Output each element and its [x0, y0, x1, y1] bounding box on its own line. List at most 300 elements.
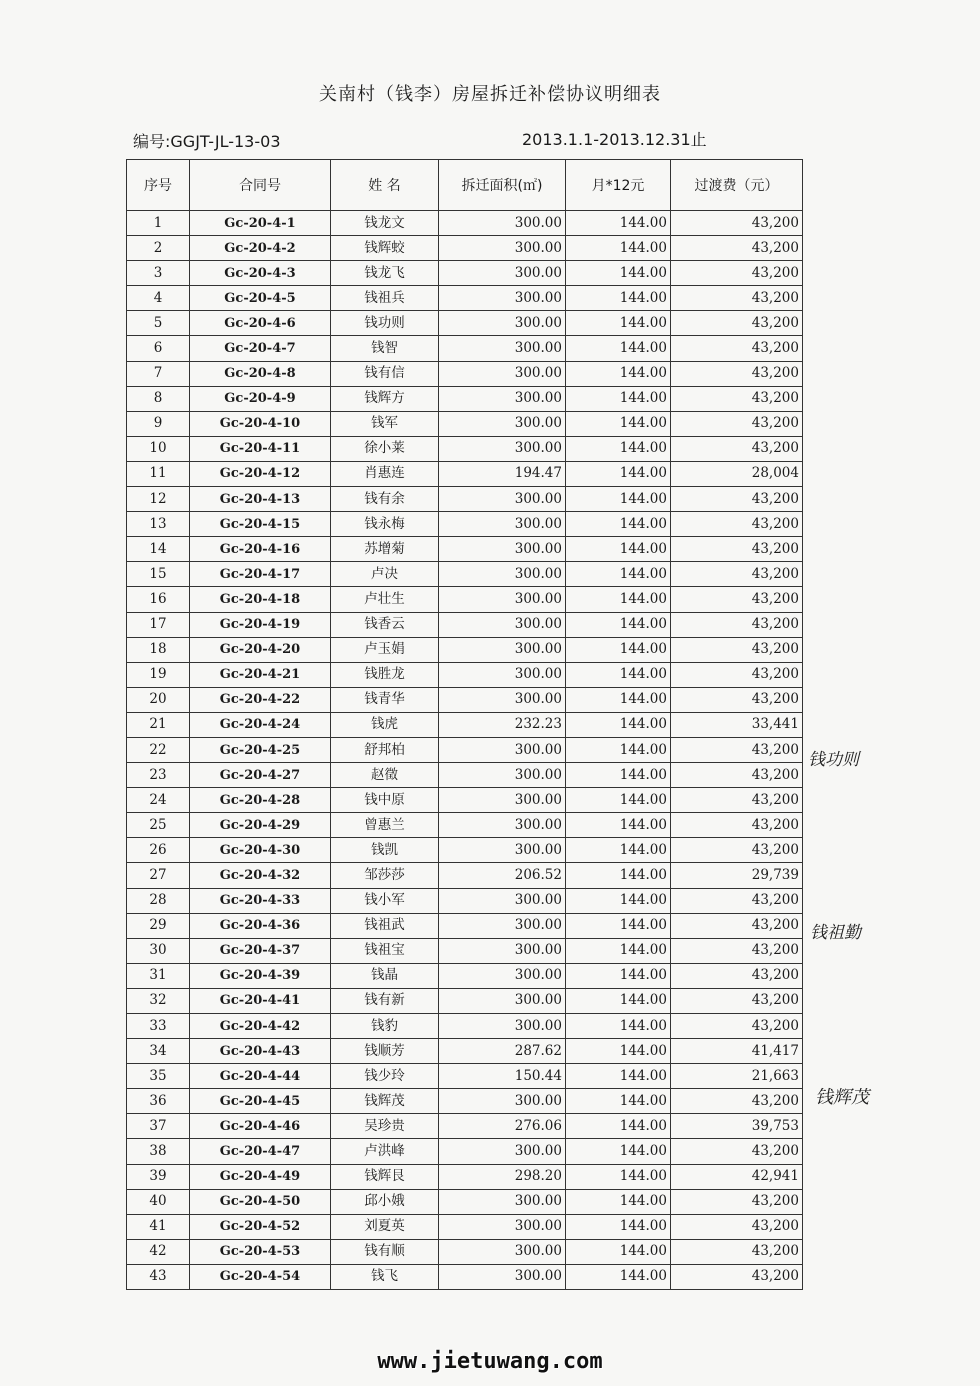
table-row: [127, 286, 803, 311]
cell-monthly: 144.00: [566, 236, 671, 261]
cell-area: 300.00: [439, 838, 566, 863]
cell-area: 194.47: [439, 461, 566, 486]
cell-area: 300.00: [439, 938, 566, 963]
cell-monthly: 144.00: [566, 436, 671, 461]
cell-index: 19: [127, 662, 190, 687]
cell-name: 钱有新: [331, 988, 439, 1013]
cell-name: 钱军: [331, 411, 439, 436]
cell-area: 300.00: [439, 311, 566, 336]
cell-name: 赵徵: [331, 763, 439, 788]
cell-name: 苏增菊: [331, 537, 439, 562]
cell-index: 30: [127, 938, 190, 963]
table-row: [127, 211, 803, 236]
cell-index: 11: [127, 461, 190, 486]
cell-name: 钱永梅: [331, 512, 439, 537]
table-row: [127, 461, 803, 486]
cell-index: 9: [127, 411, 190, 436]
cell-name: 徐小莱: [331, 436, 439, 461]
cell-contract: Gc-20-4-46: [190, 1114, 331, 1139]
cell-fee: 43,200: [671, 1014, 803, 1039]
cell-area: 300.00: [439, 1239, 566, 1264]
cell-monthly: 144.00: [566, 1064, 671, 1089]
cell-name: 钱龙文: [331, 211, 439, 236]
cell-area: 300.00: [439, 211, 566, 236]
cell-monthly: 144.00: [566, 913, 671, 938]
cell-index: 20: [127, 687, 190, 712]
cell-fee: 43,200: [671, 411, 803, 436]
cell-contract: Gc-20-4-19: [190, 612, 331, 637]
cell-monthly: 144.00: [566, 1214, 671, 1239]
cell-area: 300.00: [439, 813, 566, 838]
cell-area: 300.00: [439, 286, 566, 311]
cell-monthly: 144.00: [566, 963, 671, 988]
header-monthly: 月*12元: [566, 160, 671, 211]
cell-contract: Gc-20-4-43: [190, 1039, 331, 1064]
cell-index: 24: [127, 788, 190, 813]
cell-area: 300.00: [439, 1189, 566, 1214]
cell-name: 邹莎莎: [331, 863, 439, 888]
cell-name: 钱香云: [331, 612, 439, 637]
cell-fee: 43,200: [671, 587, 803, 612]
margin-note-2: 钱祖勤: [810, 923, 861, 943]
cell-fee: 43,200: [671, 838, 803, 863]
header-index: 序号: [127, 160, 190, 211]
cell-fee: 39,753: [671, 1114, 803, 1139]
cell-area: 300.00: [439, 988, 566, 1013]
cell-index: 1: [127, 211, 190, 236]
cell-area: 300.00: [439, 737, 566, 762]
cell-area: 300.00: [439, 261, 566, 286]
cell-contract: Gc-20-4-20: [190, 637, 331, 662]
cell-index: 23: [127, 763, 190, 788]
cell-fee: 28,004: [671, 461, 803, 486]
cell-monthly: 144.00: [566, 1014, 671, 1039]
cell-fee: 43,200: [671, 336, 803, 361]
table-row: [127, 988, 803, 1013]
cell-contract: Gc-20-4-27: [190, 763, 331, 788]
cell-index: 27: [127, 863, 190, 888]
cell-monthly: 144.00: [566, 687, 671, 712]
cell-contract: Gc-20-4-39: [190, 963, 331, 988]
table-row: [127, 436, 803, 461]
table-row: [127, 863, 803, 888]
cell-monthly: 144.00: [566, 461, 671, 486]
cell-index: 42: [127, 1239, 190, 1264]
cell-contract: Gc-20-4-16: [190, 537, 331, 562]
table-row: [127, 813, 803, 838]
cell-fee: 43,200: [671, 612, 803, 637]
table-row: [127, 1139, 803, 1164]
table-row: [127, 1189, 803, 1214]
cell-fee: 43,200: [671, 813, 803, 838]
cell-contract: Gc-20-4-17: [190, 562, 331, 587]
cell-area: 300.00: [439, 361, 566, 386]
cell-monthly: 144.00: [566, 1264, 671, 1289]
cell-name: 钱辉艮: [331, 1164, 439, 1189]
cell-contract: Gc-20-4-30: [190, 838, 331, 863]
cell-name: 钱功则: [331, 311, 439, 336]
cell-contract: Gc-20-4-21: [190, 662, 331, 687]
cell-fee: 43,200: [671, 1214, 803, 1239]
cell-fee: 43,200: [671, 436, 803, 461]
table-row: [127, 1039, 803, 1064]
cell-index: 16: [127, 587, 190, 612]
cell-monthly: 144.00: [566, 361, 671, 386]
cell-area: 300.00: [439, 386, 566, 411]
cell-area: 300.00: [439, 963, 566, 988]
cell-fee: 43,200: [671, 888, 803, 913]
cell-index: 7: [127, 361, 190, 386]
cell-monthly: 144.00: [566, 411, 671, 436]
cell-index: 25: [127, 813, 190, 838]
cell-fee: 29,739: [671, 863, 803, 888]
cell-contract: Gc-20-4-37: [190, 938, 331, 963]
cell-contract: Gc-20-4-3: [190, 261, 331, 286]
table-row: [127, 1089, 803, 1114]
cell-area: 300.00: [439, 788, 566, 813]
cell-area: 300.00: [439, 687, 566, 712]
table-row: [127, 236, 803, 261]
cell-contract: Gc-20-4-8: [190, 361, 331, 386]
cell-area: 300.00: [439, 562, 566, 587]
margin-note-3: 钱辉茂: [815, 1087, 869, 1108]
table-header-row: [127, 160, 803, 211]
cell-name: 卢洪峰: [331, 1139, 439, 1164]
cell-monthly: 144.00: [566, 813, 671, 838]
table-row: [127, 512, 803, 537]
document-code: 编号:GGJT-JL-13-03: [133, 132, 281, 151]
cell-area: 206.52: [439, 863, 566, 888]
cell-area: 300.00: [439, 662, 566, 687]
cell-name: 钱少玲: [331, 1064, 439, 1089]
cell-name: 钱青华: [331, 687, 439, 712]
cell-index: 17: [127, 612, 190, 637]
cell-name: 钱豹: [331, 1014, 439, 1039]
cell-contract: Gc-20-4-22: [190, 687, 331, 712]
document-period: 2013.1.1-2013.12.31止: [522, 130, 707, 149]
cell-area: 300.00: [439, 336, 566, 361]
cell-contract: Gc-20-4-2: [190, 236, 331, 261]
cell-fee: 42,941: [671, 1164, 803, 1189]
cell-contract: Gc-20-4-28: [190, 788, 331, 813]
table-row: [127, 1064, 803, 1089]
cell-monthly: 144.00: [566, 1114, 671, 1139]
table-row: [127, 612, 803, 637]
cell-index: 26: [127, 838, 190, 863]
cell-contract: Gc-20-4-41: [190, 988, 331, 1013]
cell-fee: 43,200: [671, 562, 803, 587]
cell-index: 4: [127, 286, 190, 311]
cell-contract: Gc-20-4-50: [190, 1189, 331, 1214]
cell-name: 卢玉娟: [331, 637, 439, 662]
cell-fee: 43,200: [671, 988, 803, 1013]
cell-fee: 43,200: [671, 311, 803, 336]
document-title: 关南村（钱李）房屋拆迁补偿协议明细表: [319, 84, 661, 105]
cell-area: 300.00: [439, 1089, 566, 1114]
cell-name: 钱有顺: [331, 1239, 439, 1264]
cell-name: 钱有信: [331, 361, 439, 386]
cell-fee: 43,200: [671, 537, 803, 562]
cell-index: 5: [127, 311, 190, 336]
cell-name: 钱辉蛟: [331, 236, 439, 261]
cell-name: 钱龙飞: [331, 261, 439, 286]
cell-contract: Gc-20-4-53: [190, 1239, 331, 1264]
table-row: [127, 763, 803, 788]
cell-contract: Gc-20-4-24: [190, 712, 331, 737]
cell-name: 钱胜龙: [331, 662, 439, 687]
table-row: [127, 487, 803, 512]
cell-name: 钱虎: [331, 712, 439, 737]
table-row: [127, 261, 803, 286]
cell-name: 钱晶: [331, 963, 439, 988]
header-name: 姓 名: [331, 160, 439, 211]
cell-fee: 43,200: [671, 1089, 803, 1114]
table-row: [127, 963, 803, 988]
cell-fee: 43,200: [671, 261, 803, 286]
table-row: [127, 838, 803, 863]
cell-index: 13: [127, 512, 190, 537]
table-row: [127, 361, 803, 386]
cell-area: 300.00: [439, 537, 566, 562]
cell-index: 38: [127, 1139, 190, 1164]
cell-fee: 21,663: [671, 1064, 803, 1089]
cell-contract: Gc-20-4-52: [190, 1214, 331, 1239]
table-row: [127, 888, 803, 913]
margin-note-1: 钱功则: [808, 750, 859, 770]
cell-fee: 43,200: [671, 286, 803, 311]
cell-monthly: 144.00: [566, 1089, 671, 1114]
cell-contract: Gc-20-4-49: [190, 1164, 331, 1189]
cell-index: 8: [127, 386, 190, 411]
cell-fee: 43,200: [671, 1264, 803, 1289]
cell-fee: 43,200: [671, 938, 803, 963]
cell-name: 钱中原: [331, 788, 439, 813]
cell-monthly: 144.00: [566, 537, 671, 562]
cell-area: 300.00: [439, 436, 566, 461]
cell-fee: 43,200: [671, 737, 803, 762]
table-row: [127, 411, 803, 436]
cell-index: 35: [127, 1064, 190, 1089]
cell-contract: Gc-20-4-44: [190, 1064, 331, 1089]
cell-name: 钱小军: [331, 888, 439, 913]
cell-contract: Gc-20-4-32: [190, 863, 331, 888]
table-row: [127, 336, 803, 361]
cell-contract: Gc-20-4-12: [190, 461, 331, 486]
cell-area: 300.00: [439, 236, 566, 261]
cell-index: 36: [127, 1089, 190, 1114]
cell-contract: Gc-20-4-47: [190, 1139, 331, 1164]
cell-area: 300.00: [439, 411, 566, 436]
cell-name: 钱辉方: [331, 386, 439, 411]
cell-name: 钱顺芳: [331, 1039, 439, 1064]
table-row: [127, 637, 803, 662]
cell-monthly: 144.00: [566, 386, 671, 411]
cell-monthly: 144.00: [566, 211, 671, 236]
compensation-table: [126, 159, 803, 1290]
cell-area: 300.00: [439, 637, 566, 662]
cell-fee: 43,200: [671, 763, 803, 788]
cell-monthly: 144.00: [566, 487, 671, 512]
table-row: [127, 1214, 803, 1239]
cell-monthly: 144.00: [566, 311, 671, 336]
cell-index: 29: [127, 913, 190, 938]
table-row: [127, 1114, 803, 1139]
cell-area: 300.00: [439, 913, 566, 938]
cell-fee: 43,200: [671, 512, 803, 537]
cell-monthly: 144.00: [566, 286, 671, 311]
table-row: [127, 1239, 803, 1264]
cell-monthly: 144.00: [566, 612, 671, 637]
cell-index: 6: [127, 336, 190, 361]
cell-index: 41: [127, 1214, 190, 1239]
cell-monthly: 144.00: [566, 938, 671, 963]
cell-index: 34: [127, 1039, 190, 1064]
cell-area: 300.00: [439, 1214, 566, 1239]
cell-fee: 43,200: [671, 211, 803, 236]
cell-area: 300.00: [439, 1014, 566, 1039]
table-row: [127, 1164, 803, 1189]
cell-name: 钱祖武: [331, 913, 439, 938]
cell-index: 32: [127, 988, 190, 1013]
cell-fee: 43,200: [671, 963, 803, 988]
cell-monthly: 144.00: [566, 763, 671, 788]
cell-index: 15: [127, 562, 190, 587]
cell-index: 31: [127, 963, 190, 988]
cell-index: 39: [127, 1164, 190, 1189]
cell-contract: Gc-20-4-7: [190, 336, 331, 361]
table-row: [127, 386, 803, 411]
cell-monthly: 144.00: [566, 1189, 671, 1214]
cell-fee: 43,200: [671, 687, 803, 712]
cell-area: 300.00: [439, 888, 566, 913]
cell-name: 曾惠兰: [331, 813, 439, 838]
cell-fee: 43,200: [671, 487, 803, 512]
table-row: [127, 1014, 803, 1039]
table-row: [127, 712, 803, 737]
cell-name: 钱有余: [331, 487, 439, 512]
table-row: [127, 938, 803, 963]
header-contract: 合同号: [190, 160, 331, 211]
cell-index: 14: [127, 537, 190, 562]
cell-index: 21: [127, 712, 190, 737]
table-row: [127, 687, 803, 712]
cell-area: 300.00: [439, 587, 566, 612]
table-row: [127, 537, 803, 562]
cell-index: 12: [127, 487, 190, 512]
cell-contract: Gc-20-4-10: [190, 411, 331, 436]
cell-area: 300.00: [439, 612, 566, 637]
header-area: 拆迁面积(㎡): [439, 160, 566, 211]
cell-area: 276.06: [439, 1114, 566, 1139]
cell-contract: Gc-20-4-25: [190, 737, 331, 762]
cell-fee: 43,200: [671, 361, 803, 386]
table-row: [127, 788, 803, 813]
table-row: [127, 1264, 803, 1289]
cell-area: 300.00: [439, 1264, 566, 1289]
cell-index: 37: [127, 1114, 190, 1139]
cell-name: 卢决: [331, 562, 439, 587]
cell-name: 钱祖兵: [331, 286, 439, 311]
cell-monthly: 144.00: [566, 712, 671, 737]
cell-fee: 43,200: [671, 386, 803, 411]
cell-index: 28: [127, 888, 190, 913]
cell-monthly: 144.00: [566, 637, 671, 662]
cell-fee: 41,417: [671, 1039, 803, 1064]
cell-index: 18: [127, 637, 190, 662]
cell-index: 3: [127, 261, 190, 286]
cell-contract: Gc-20-4-1: [190, 211, 331, 236]
cell-monthly: 144.00: [566, 888, 671, 913]
cell-fee: 43,200: [671, 637, 803, 662]
header-fee: 过渡费（元）: [671, 160, 803, 211]
cell-index: 22: [127, 737, 190, 762]
cell-name: 钱飞: [331, 1264, 439, 1289]
cell-monthly: 144.00: [566, 587, 671, 612]
cell-fee: 33,441: [671, 712, 803, 737]
cell-area: 300.00: [439, 487, 566, 512]
cell-name: 钱凯: [331, 838, 439, 863]
cell-index: 2: [127, 236, 190, 261]
cell-name: 邱小娥: [331, 1189, 439, 1214]
cell-contract: Gc-20-4-9: [190, 386, 331, 411]
table-row: [127, 737, 803, 762]
cell-fee: 43,200: [671, 913, 803, 938]
cell-monthly: 144.00: [566, 863, 671, 888]
cell-monthly: 144.00: [566, 1139, 671, 1164]
cell-area: 298.20: [439, 1164, 566, 1189]
cell-area: 232.23: [439, 712, 566, 737]
cell-fee: 43,200: [671, 1189, 803, 1214]
cell-contract: Gc-20-4-6: [190, 311, 331, 336]
cell-monthly: 144.00: [566, 1039, 671, 1064]
cell-contract: Gc-20-4-42: [190, 1014, 331, 1039]
cell-index: 33: [127, 1014, 190, 1039]
cell-contract: Gc-20-4-29: [190, 813, 331, 838]
cell-name: 钱祖宝: [331, 938, 439, 963]
cell-monthly: 144.00: [566, 1164, 671, 1189]
cell-contract: Gc-20-4-45: [190, 1089, 331, 1114]
cell-contract: Gc-20-4-15: [190, 512, 331, 537]
cell-area: 300.00: [439, 1139, 566, 1164]
cell-area: 150.44: [439, 1064, 566, 1089]
cell-name: 刘夏英: [331, 1214, 439, 1239]
cell-fee: 43,200: [671, 1239, 803, 1264]
cell-monthly: 144.00: [566, 261, 671, 286]
watermark-text: www.jietuwang.com: [377, 1349, 603, 1374]
cell-index: 43: [127, 1264, 190, 1289]
cell-name: 卢壮生: [331, 587, 439, 612]
cell-area: 300.00: [439, 763, 566, 788]
table-row: [127, 562, 803, 587]
cell-index: 40: [127, 1189, 190, 1214]
cell-contract: Gc-20-4-5: [190, 286, 331, 311]
cell-contract: Gc-20-4-13: [190, 487, 331, 512]
cell-contract: Gc-20-4-36: [190, 913, 331, 938]
cell-contract: Gc-20-4-11: [190, 436, 331, 461]
cell-name: 吴珍贵: [331, 1114, 439, 1139]
cell-contract: Gc-20-4-54: [190, 1264, 331, 1289]
cell-monthly: 144.00: [566, 788, 671, 813]
cell-monthly: 144.00: [566, 988, 671, 1013]
cell-fee: 43,200: [671, 662, 803, 687]
cell-monthly: 144.00: [566, 838, 671, 863]
cell-monthly: 144.00: [566, 512, 671, 537]
table-row: [127, 913, 803, 938]
table-row: [127, 587, 803, 612]
cell-monthly: 144.00: [566, 336, 671, 361]
cell-monthly: 144.00: [566, 562, 671, 587]
cell-name: 肖惠连: [331, 461, 439, 486]
